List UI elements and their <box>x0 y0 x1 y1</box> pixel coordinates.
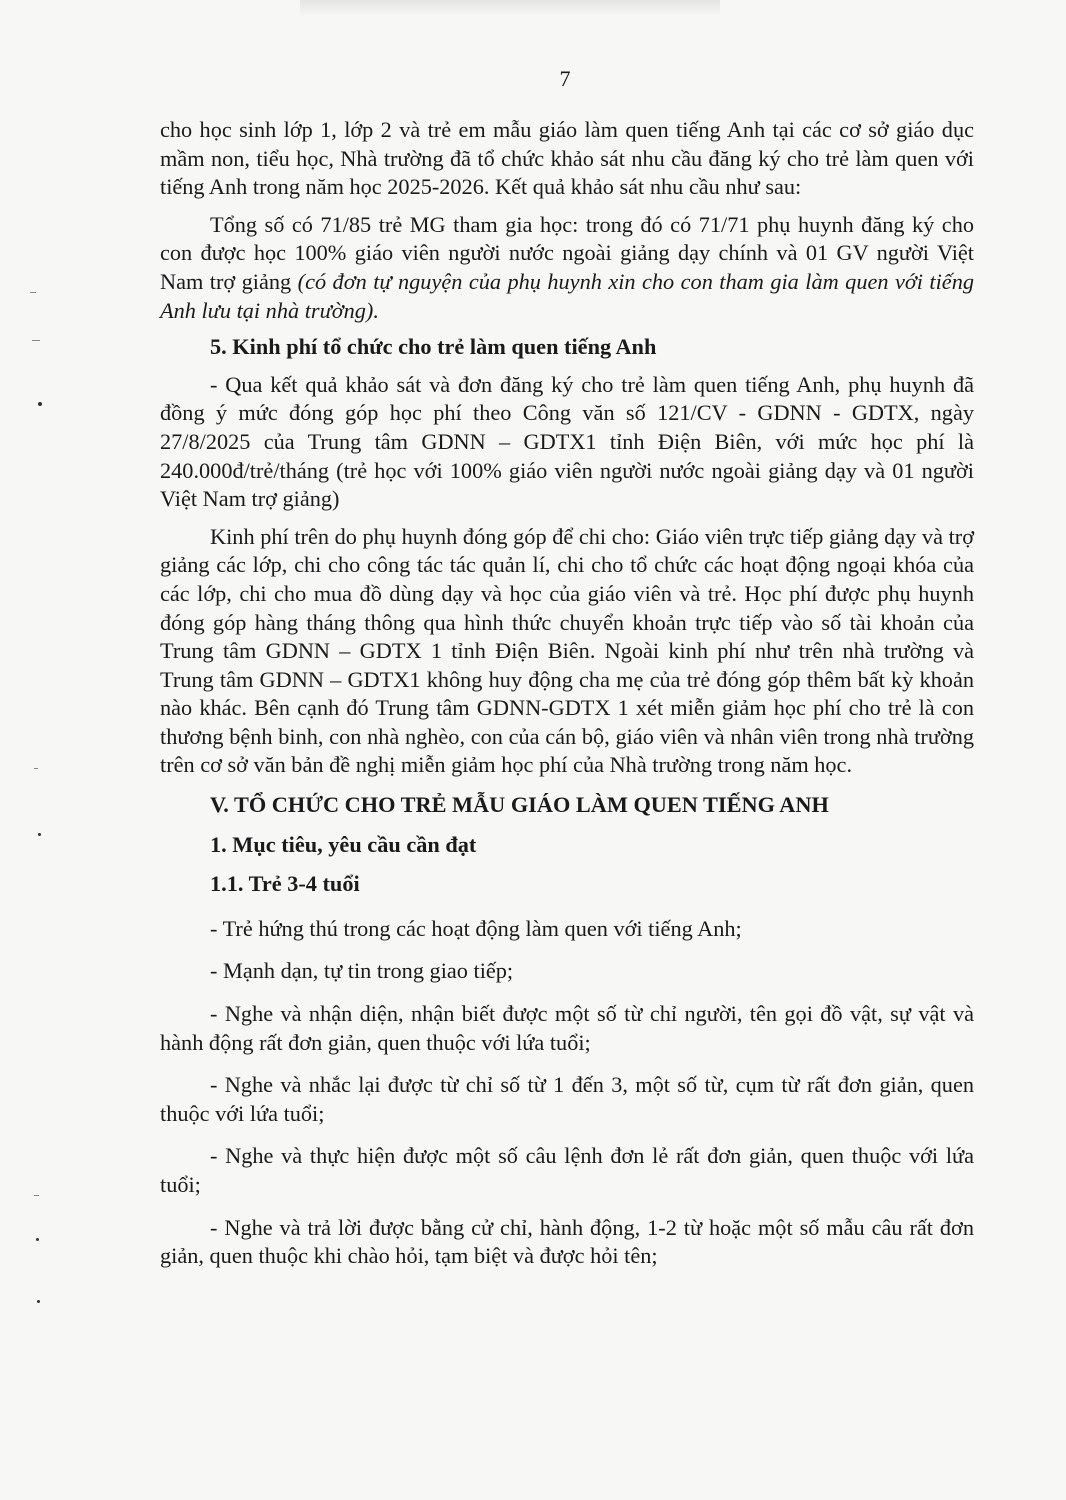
paragraph-survey <box>160 211 974 325</box>
paragraph-fee: - Qua kết quả khảo sát và đơn đăng ký cho trẻ làm quen tiếng Anh, phụ huynh đã đồng ý mức đóng góp học phí theo Công văn số 121/CV - GDNN - GDTX, ngày 27/8/2025 của Trung tâm GDNN – GDTX1 tỉnh Điện Biên, với mức học phí là 240.000đ/trẻ/tháng (trẻ học với 100% giáo viên người nước ngoài giảng dạy và 01 người Việt Nam trợ giảng) <box>160 371 974 512</box>
goal-item: - Nghe và nhắc lại được từ chỉ số từ 1 đến 3, một số từ, cụm từ rất đơn giản, quen thuộc với lứa tuổi; <box>160 1072 974 1126</box>
page-number: 7 <box>559 66 571 91</box>
scan-dot <box>38 402 42 406</box>
scan-dot <box>37 1300 40 1303</box>
goal-item: - Nghe và thực hiện được một số câu lệnh đơn lẻ rất đơn giản, quen thuộc với lứa tuổi; <box>160 1143 974 1197</box>
goal-item: - Mạnh dạn, tự tin trong giao tiếp; <box>210 958 514 984</box>
heading-section-V: V. TỔ CHỨC CHO TRẺ MẪU GIÁO LÀM QUEN TIẾNG ANH <box>210 792 829 818</box>
document-body <box>160 116 974 1271</box>
heading-goals: 1. Mục tiêu, yêu cầu cần đạt <box>210 831 477 857</box>
goal-item: - Nghe và trả lời được bằng cử chỉ, hành động, 1-2 từ hoặc một số mẫu câu rất đơn giản, quen thuộc khi chào hỏi, tạm biệt và được hỏi tên; <box>160 1214 974 1269</box>
paragraph-intro: cho học sinh lớp 1, lớp 2 và trẻ em mẫu giáo làm quen tiếng Anh tại các cơ sở giáo dục mầm non, tiểu học, Nhà trường đã tổ chức khảo sát nhu cầu đăng ký cho trẻ làm quen với tiếng Anh trong năm học 2025-2026. Kết quả khảo sát nhu cầu như sau: <box>160 117 974 200</box>
scan-dot <box>36 1238 39 1241</box>
scan-dot <box>38 833 41 836</box>
scan-speck <box>32 340 40 341</box>
goal-item: - Nghe và nhận diện, nhận biết được một số từ chỉ người, tên gọi đồ vật, sự vật và hành động rất đơn giản, quen thuộc với lứa tuổi; <box>160 1001 974 1055</box>
scan-speck <box>30 292 36 293</box>
heading-section-5: 5. Kinh phí tổ chức cho trẻ làm quen tiếng Anh <box>210 334 657 360</box>
goal-item: - Trẻ hứng thú trong các hoạt động làm quen với tiếng Anh; <box>210 915 742 941</box>
scan-speck <box>34 1195 39 1196</box>
scan-speck <box>34 768 38 769</box>
survey-text: Tổng số có 71/85 trẻ MG tham gia học: trong đó có 71/71 phụ huynh đăng ký cho con được học 100% giáo viên người nước ngoài giảng dạy chính và 01 GV người Việt Nam trợ giảng <box>160 211 974 294</box>
scan-artifact <box>300 0 720 16</box>
survey-note: (có đơn tự nguyện của phụ huynh xin cho con tham gia làm quen với tiếng Anh lưu tại nhà trường). <box>160 268 974 323</box>
paragraph-budget: Kinh phí trên do phụ huynh đóng góp để chi cho: Giáo viên trực tiếp giảng dạy và trợ giảng các lớp, chi cho công tác tác quản lí, chi cho tổ chức các hoạt động ngoại khóa của các lớp, chi cho mua đồ dùng dạy và học của giáo viên và trẻ. Học phí được phụ huynh đóng góp hàng tháng thông qua hình thức chuyển khoản trực tiếp vào số tài khoản của Trung tâm GDNN – GDTX 1 tỉnh Điện Biên. Ngoài kinh phí như trên nhà trường và Trung tâm GDNN – GDTX1 không huy động cha mẹ của trẻ đóng góp thêm bất kỳ khoản nào khác. Bên cạnh đó Trung tâm GDNN-GDTX 1 xét miễn giảm học phí cho trẻ là con thương bệnh binh, con nhà nghèo, con của cán bộ, giáo viên và nhân viên trong nhà trường trên cơ sở văn bản đề nghị miễn giảm học phí của Nhà trường trong năm học. <box>160 523 974 778</box>
heading-age-3-4: 1.1. Trẻ 3-4 tuổi <box>210 871 360 897</box>
